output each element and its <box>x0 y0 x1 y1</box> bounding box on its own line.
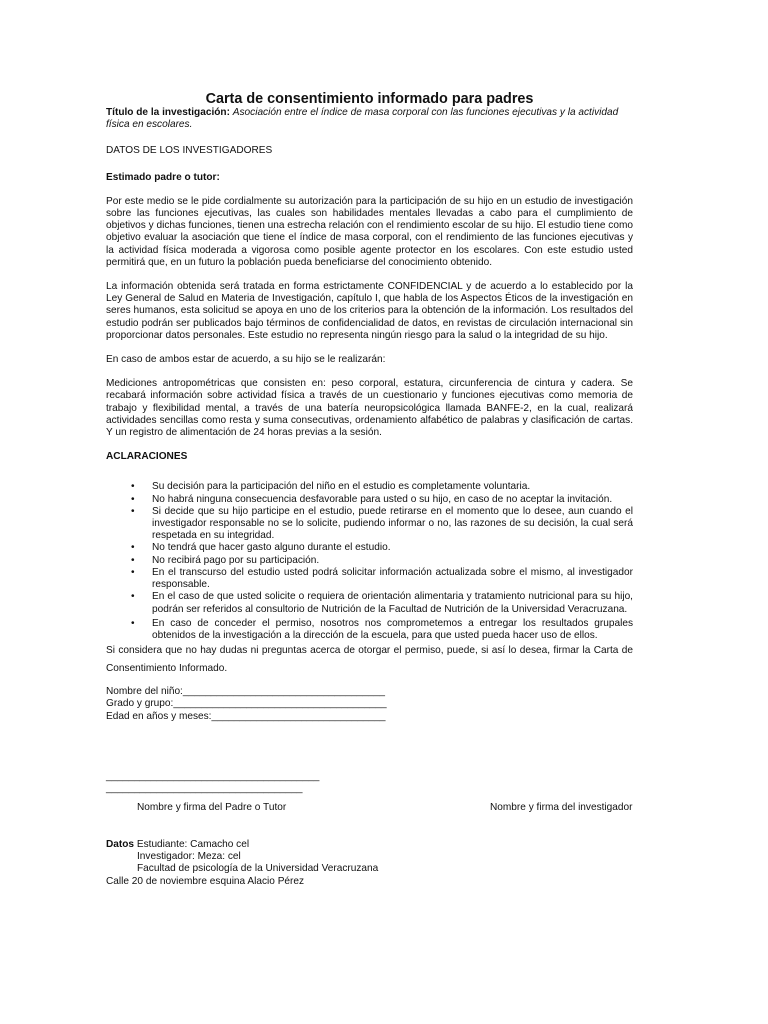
research-title-label: Título de la investigación: <box>106 107 230 118</box>
paragraph-closing: Si considera que no hay dudas ni preguntas acerca de otorgar el permiso, puede, si así lo desea, firmar la Carta de Consentimiento Informado. <box>106 645 633 675</box>
research-title-line <box>106 107 633 131</box>
contact-label: Datos <box>106 839 135 850</box>
age-field[interactable]: Edad en años y meses:_______________________________ <box>106 710 386 722</box>
contact-faculty: Facultad de psicología de la Universidad Veracruzana <box>137 863 379 875</box>
list-item: • En el transcurso del estudio usted podrá solicitar información actualizada sobre el mismo, al investigador responsable. <box>131 566 633 591</box>
list-item: • Si decide que su hijo participe en el estudio, puede retirarse en el momento que lo desee, aun cuando el investigador responsable no se lo solicite, pudiendo informar o no, las razones de su decisión, la cual será respetada en su integridad. <box>131 505 633 542</box>
contact-address: Calle 20 de noviembre esquina Alacio Pérez <box>106 875 305 887</box>
bullet-icon: • <box>131 617 135 629</box>
paragraph-intro: Por este medio se le pide cordialmente su autorización para la participación de su hijo en un estudio de investigación sobre las funciones ejecutivas, las cuales son habilidades mentales llevadas a cabo para el cumplimiento de objetivos y dichas funciones, tienen una estrecha relación con el rendimiento escolar de su hijo. El estudio tiene como objetivo evaluar la asociación que tiene el índice de masa corporal, con el rendimiento de las funciones ejecutivas y la actividad física moderada a vigorosa como posible agente protector en los escolares. Con este estudio usted permitirá que, en un futuro la población pueda beneficiarse del conocimiento obtenido. <box>106 195 633 268</box>
greeting: Estimado padre o tutor: <box>106 171 220 183</box>
paragraph-confidentiality: La información obtenida será tratada en forma estrictamente CONFIDENCIAL y de acuerdo a lo establecido por la Ley General de Salud en Materia de Investigación, capítulo I, que habla de los Aspectos Éticos de la investigación en seres humanos, esta solicitud se apoya en uno de los criterios para la obtención de la información. Los resultados del estudio podrán ser publicados bajo términos de confidencialidad de datos, en revistas de circulación internacional sin proporcionar datos personales. Este estudio no representa ningún riesgo para la salud o la integridad de su hijo. <box>106 281 633 341</box>
parent-signature-label: Nombre y firma del Padre o Tutor <box>137 802 287 813</box>
signature-line[interactable]: ______________________________________ <box>106 771 320 782</box>
contact-student-line: Datos Estudiante: Camacho cel <box>106 839 250 850</box>
investigators-heading: DATOS DE LOS INVESTIGADORES <box>106 145 273 157</box>
list-item: • No tendrá que hacer gasto alguno durante el estudio. <box>131 542 391 554</box>
signature-line[interactable]: ___________________________________ <box>106 783 303 795</box>
bullet-icon: • <box>131 591 135 603</box>
grade-group-field[interactable]: Grado y grupo:______________________________________ <box>106 698 387 710</box>
investigator-signature-label: Nombre y firma del investigador <box>490 802 633 813</box>
list-item: • En caso de conceder el permiso, nosotros nos comprometemos a entregar los resultados grupales obtenidos de la investigación a la dirección de la escuela, para que usted pueda hacer uso de ellos. <box>131 617 633 641</box>
consent-form <box>106 686 633 723</box>
child-name-field[interactable]: Nombre del niño:____________________________________ <box>106 686 385 698</box>
paragraph-agreement: En caso de ambos estar de acuerdo, a su hijo se le realizarán: <box>106 354 386 366</box>
clarifications-list <box>106 481 633 642</box>
bullet-icon: • <box>131 493 135 505</box>
document-body <box>106 91 633 723</box>
contact-investigator: Investigador: Meza: cel <box>137 851 241 863</box>
list-item: • No recibirá pago por su participación. <box>131 554 320 566</box>
clarifications-heading: ACLARACIONES <box>106 451 188 463</box>
bullet-icon: • <box>131 566 135 578</box>
bullet-icon: • <box>131 554 135 566</box>
bullet-icon: • <box>131 542 135 554</box>
signature-lines <box>106 771 319 795</box>
list-item: • En el caso de que usted solicite o requiera de orientación alimentaria y tratamiento nutricional para su hijo, podrán ser referidos al consultorio de Nutrición de la Facultad de Nutrición de la Universidad Veracruzana. <box>131 591 633 615</box>
list-item: • No habrá ninguna consecuencia desfavorable para usted o su hijo, en caso de no aceptar la invitación. <box>131 493 613 505</box>
bullet-icon: • <box>131 505 135 517</box>
contact-data <box>106 839 378 888</box>
document-title: Carta de consentimiento informado para padres <box>205 91 534 107</box>
list-item: • Su decisión para la participación del niño en el estudio es completamente voluntaria. <box>131 481 531 493</box>
research-title: Asociación entre el índice de masa corporal con las funciones ejecutivas y la actividad física en escolares. <box>106 107 619 131</box>
paragraph-procedures: Mediciones antropométricas que consisten en: peso corporal, estatura, circunferencia de cintura y cadera. Se recabará información sobre actividad física a través de un cuestionario y funciones ejecutivas como memoria de trabajo y flexibilidad mental, a través de una batería neuropsicológica llamada BANFE-2, en la cual, realizará actividades sencillas como resta y suma consecutivas, ordenamiento alfabético de palabras y clasificación de cartas. Y un registro de alimentación de 24 horas previas a la sesión. <box>106 378 633 439</box>
bullet-icon: • <box>131 481 135 493</box>
